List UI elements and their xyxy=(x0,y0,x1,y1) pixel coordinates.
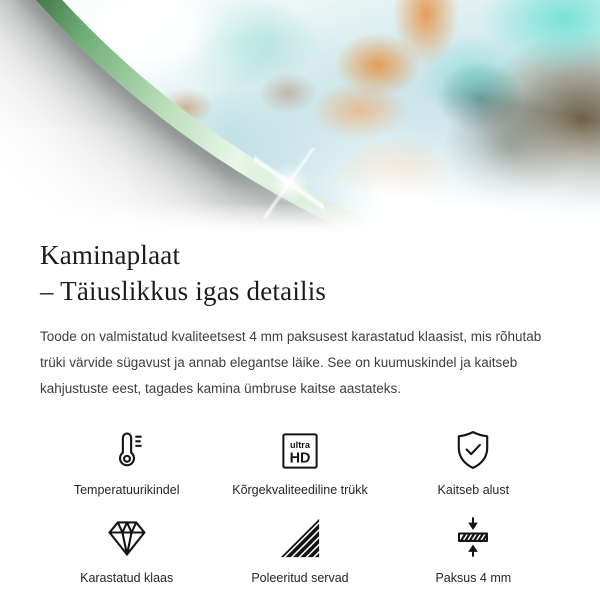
title-line-2: – Täiuslikkus igas detailis xyxy=(40,276,327,306)
title-line-1: Kaminaplaat xyxy=(40,240,181,270)
polished-edges-icon xyxy=(278,514,322,560)
diamond-icon xyxy=(104,514,150,560)
shield-check-icon xyxy=(451,426,495,472)
feature-label: Poleeritud servad xyxy=(251,571,349,585)
svg-text:HD: HD xyxy=(289,450,311,467)
thickness-icon xyxy=(452,514,494,560)
feature-label: Karastatud klaas xyxy=(80,571,174,585)
feature-temperature xyxy=(40,424,213,498)
content-section xyxy=(0,233,600,586)
feature-label: Paksus 4 mm xyxy=(435,571,512,585)
feature-label: Kõrgekvaliteediline trükk xyxy=(232,483,368,497)
features-grid xyxy=(40,424,560,586)
feature-print-quality xyxy=(213,424,386,498)
feature-protects-base xyxy=(387,424,560,498)
page-title xyxy=(40,237,560,309)
thermometer-icon xyxy=(105,426,149,472)
feature-label: Kaitseb alust xyxy=(437,483,510,497)
hero-section xyxy=(0,0,600,233)
feature-tempered-glass xyxy=(40,512,213,586)
hero-bottom-fade xyxy=(0,203,600,233)
feature-polished-edges xyxy=(213,512,386,586)
feature-thickness xyxy=(387,512,560,586)
product-description: Toode on valmistatud kvaliteetsest 4 mm paksusest karastatud klaasist, mis rõhutab trüki värvide sügavust ja annab elegantse läike. See on kuumuskindel ja kaitseb kahjustuste eest, tagades kamina ümbruse kaitse aastateks. xyxy=(40,329,542,396)
ultra-hd-icon xyxy=(279,426,321,472)
svg-text:ultra: ultra xyxy=(290,439,310,450)
feature-label: Temperatuurikindel xyxy=(73,483,180,497)
